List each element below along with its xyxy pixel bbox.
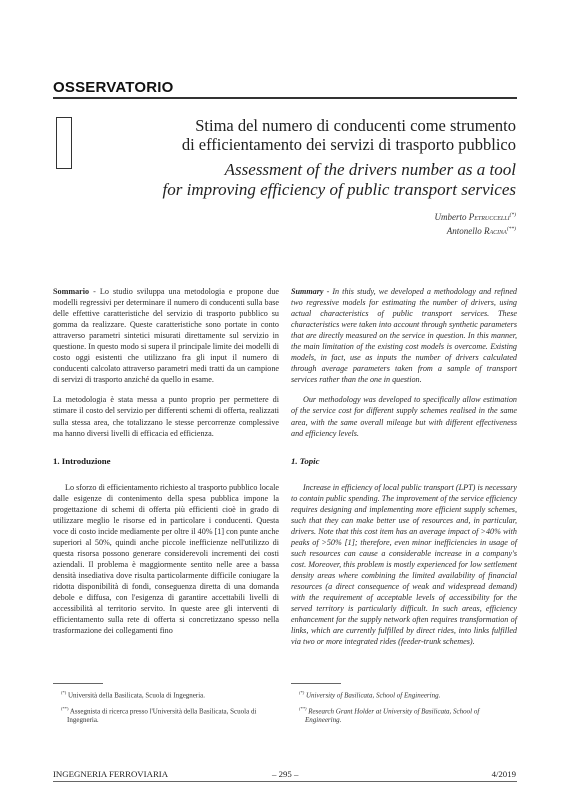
author (434, 209, 516, 223)
authors (434, 209, 516, 237)
author-last-name: Petruccelli (468, 212, 510, 222)
footnote (291, 688, 517, 701)
footnote (53, 704, 279, 726)
footnote-mark: (**) (61, 705, 69, 711)
footnote-mark: (**) (299, 705, 307, 711)
summary-paragraph: La metodologia è stata messa a punto proprio per permettere di stimare il costo del servizio per differenti schemi di offerta, realizzati sulla stessa area, che totalizzano le stesse percorrenze complessive ma hanno diversi livelli di efficacia ed efficienza. (53, 395, 279, 438)
footnote-mark: (*) (61, 690, 67, 695)
summary-label: Summary (291, 287, 324, 296)
body-paragraph: Lo sforzo di efficientamento richiesto al trasporto pubblico locale dalle esigenze di contenimento della spesa pubblica impone la progettazione di schemi di offerta più efficienti cioè in grado di utilizzare meglio le risorse ed in particolare i conducenti. Questa voce di costo incide mediamente per oltre il 40% [1] con punte anche superiori al 50%, quindi anche piccole inefficienze nell'utilizzo di questa risorsa possono generare considerevoli incrementi dei costi aziendali. Il problema è maggiormente sentito nelle aree a bassa densità insediativa dove risulta particolarmente difficile coniugare la ridotta disponibilità di fondi, conseguenza diretta di una domanda debole e diffusa, con l'esigenza di garantire accettabili livelli di accessibilità al territorio servito. In queste aree gli interventi di efficientamento sulla rete di offerta si concretizzano spesso nella trasformazione dei collegamenti fino (53, 482, 279, 636)
header-rule (53, 97, 517, 99)
author (434, 223, 516, 237)
title-italian (96, 116, 516, 154)
footnote (291, 704, 517, 726)
body-paragraph: Increase in efficiency of local public transport (LPT) is necessary to contain public spending. The improvement of the service efficiency requires designing and implementing more efficient supply schemes, such that they can make better use of resources and, in particular, drivers. Note that this cost item has an average impact of >40% with peaks of >50% [1]; therefore, even minor inefficiencies in usage of such resources can cause a considerable increase in a company's cost. Moreover, this problem is mostly experienced for low settlement density areas where combining the limited availability of financial resources (a direct consequence of weak and widespread demand) with the requirement of acceptable levels of accessibility for the served territory is particularly difficult. In such areas, efficiency enhancement for the supply network often requires transformation of links, which are currently fulfilled by direct rides, into links fulfilled via two or more integrated rides (feeder-trunk schemes). (291, 482, 517, 647)
section-label: OSSERVATORIO (53, 79, 174, 96)
footnote-text: Assegnista di ricerca presso l'Università della Basilicata, Scuola di Ingegneria. (67, 706, 257, 725)
english-column (291, 286, 517, 647)
section-heading: 1. Topic (291, 455, 320, 466)
title-italian-line: di efficientamento dei servizi di trasporto pubblico (181, 135, 516, 154)
footer-page-number: – 295 – (272, 769, 299, 779)
author-mark: (*) (509, 212, 516, 218)
footnote-rule (53, 683, 103, 684)
italian-column (53, 286, 279, 636)
summary-english (291, 286, 517, 385)
footnotes-italian (53, 688, 279, 728)
author-last-name: Racina (483, 226, 507, 236)
footnotes-english (291, 688, 517, 728)
author-mark: (**) (506, 226, 516, 232)
summary-italian (53, 286, 279, 385)
footnote-mark: (*) (299, 690, 305, 695)
footnote-text: University of Basilicata, School of Engineering. (306, 691, 441, 700)
summary-text: - Lo studio sviluppa una metodologia e propone due modelli regressivi per determinare il numero di conducenti sulla base delle effettive caratteristiche del servizio di trasporto pubblico su gomma da realizzare. Queste caratteristiche sono portate in conto attraverso parametri sintetici misurati direttamente sul servizio in questione. In questo modo si supera il principale limite dei modelli di costo oggi esistenti che utilizzano fra gli input il numero di conducenti calcolato attraverso parametri medi tratti da un campione di servizi di trasporto anziché da quello in esame. (53, 287, 279, 385)
summary-label: Sommario (53, 287, 90, 296)
summary-paragraph: Our methodology was developed to specifically allow estimation of the service cost for different supply schemes realised in the same area, with the same overall mileage but with different effectiveness and efficiency levels. (291, 395, 517, 438)
footnote-rule (291, 683, 341, 684)
footnote-text: Research Grant Holder at University of Basilicata, School of Engineering. (305, 706, 480, 725)
author-first-name: Antonello (446, 226, 482, 236)
summary-text: - In this study, we developed a methodology and refined two regressive models for estimating the number of drivers, using actual characteristics of public transport services. These characteristics were taken into account through synthetic parameters that are directly measured on the service in question. In this manner, the main limitation of the existing cost models is overcome. Existing models, in fact, use as inputs the number of drivers calculated through average parameters taken from a sample of transport services rather than the one in question. (291, 287, 517, 385)
title-italian-line: Stima del numero di conducenti come strumento (195, 116, 516, 135)
footer-journal: INGEGNERIA FERROVIARIA (53, 769, 169, 779)
title-english-line: for improving efficiency of public transport services (162, 180, 516, 199)
footnote (53, 688, 279, 701)
title-english (86, 160, 516, 200)
article-marker-box (56, 117, 72, 169)
footer-issue: 4/2019 (491, 769, 516, 779)
footnote-text: Università della Basilicata, Scuola di Ingegneria. (68, 691, 206, 700)
section-heading: 1. Introduzione (53, 455, 111, 466)
footer-rule (53, 781, 517, 782)
author-first-name: Umberto (434, 212, 467, 222)
title-english-line: Assessment of the drivers number as a tool (224, 160, 516, 179)
